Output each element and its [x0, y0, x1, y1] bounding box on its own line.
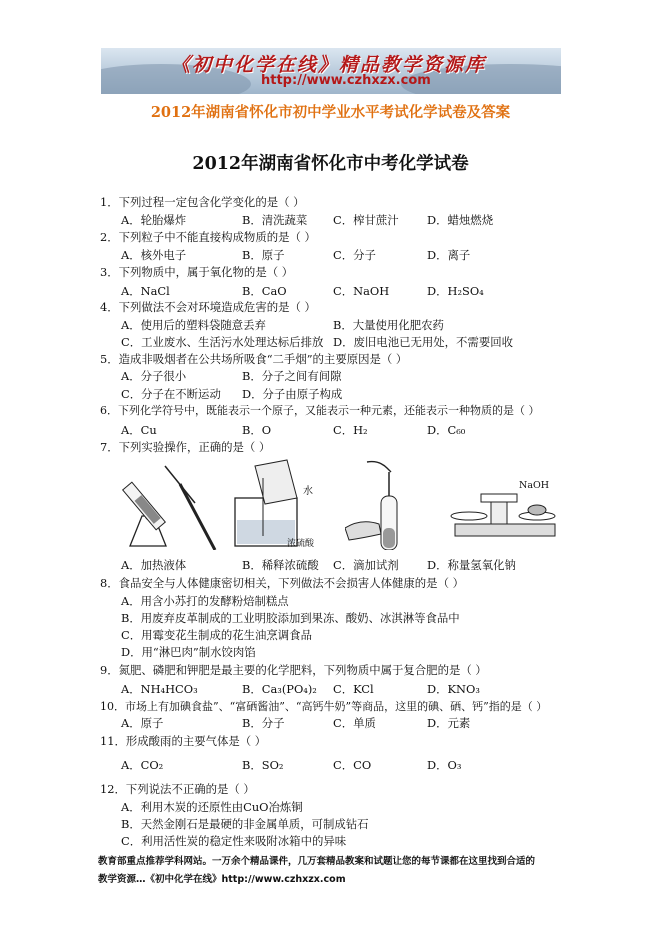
option: C．分子在不断运动 [121, 387, 221, 401]
option: D．C₆₀ [427, 423, 466, 437]
option: C．用霉变花生制成的花生油烹调食品 [121, 628, 312, 642]
option: D．离子 [427, 248, 471, 262]
question-stem: 5．造成非吸烟者在公共场所吸食“二手烟”的主要原因是（ ） [100, 352, 408, 366]
heating-liquid-figure [120, 458, 220, 550]
option: A．轮胎爆炸 [121, 213, 187, 227]
option: C．利用活性炭的稳定性来吸附冰箱中的异味 [121, 834, 347, 848]
option: C．H₂ [333, 423, 368, 437]
option: A．CO₂ [121, 758, 164, 772]
option: C．分子 [333, 248, 376, 262]
banner-url[interactable]: http://www.czhxzx.com [261, 73, 431, 88]
option: C．CO [333, 758, 372, 772]
lab-figures [120, 458, 570, 550]
option: B．原子 [242, 248, 285, 262]
option: A．NH₄HCO₃ [121, 682, 198, 696]
option: C．榨甘蔗汁 [333, 213, 399, 227]
weighing-naoh-figure [435, 458, 565, 550]
document-subtitle: 2012年湖南省怀化市初中学业水平考试化学试卷及答案 [150, 104, 511, 121]
question-stem: 8．食品安全与人体健康密切相关，下列做法不会损害人体健康的是（ ） [100, 576, 464, 590]
option: A．分子很小 [121, 369, 187, 383]
question-stem: 9．氮肥、磷肥和钾肥是最主要的化学肥料，下列物质中属于复合肥的是（ ） [100, 663, 487, 677]
option: D．分子由原子构成 [242, 387, 343, 401]
option: B．CaO [242, 284, 287, 298]
option: D．元素 [427, 716, 471, 730]
option: D．蜡烛燃烧 [427, 213, 494, 227]
question-stem: 1．下列过程一定包含化学变化的是（ ） [100, 195, 305, 209]
header-banner [101, 48, 561, 94]
option: C．单质 [333, 716, 376, 730]
option: D．O₃ [427, 758, 462, 772]
option: A．用含小苏打的发酵粉焙制糕点 [121, 594, 289, 608]
naoh-label: NaOH [519, 480, 550, 491]
option: A．利用木炭的还原性由CuO冶炼铜 [121, 800, 303, 814]
option: D．称量氢氧化钠 [427, 558, 516, 572]
option: B．用废弃皮革制成的工业明胶添加到果冻、酸奶、冰淇淋等食品中 [121, 611, 460, 625]
footer-line-1: 教育部重点推荐学科网站。一万余个精品课件，几万套精品教案和试题让您的每节课都在这里找到合适的 [98, 856, 536, 867]
dropping-reagent-figure [345, 458, 425, 550]
question-stem: 4．下列做法不会对环境造成危害的是（ ） [100, 300, 316, 314]
option: A．核外电子 [121, 248, 187, 262]
option: C．滴加试剂 [333, 558, 399, 572]
question-stem: 12．下列说法不正确的是（ ） [100, 782, 255, 796]
option: D．废旧电池已无用处，不需要回收 [333, 335, 513, 349]
option: B．O [242, 423, 272, 437]
option: B．分子之间有间隙 [242, 369, 342, 383]
option: D．KNO₃ [427, 682, 480, 696]
option: D．H₂SO₄ [427, 284, 484, 298]
option: B．清洗蔬菜 [242, 213, 308, 227]
option: B．Ca₃(PO₄)₂ [242, 682, 317, 696]
option: A．原子 [121, 716, 164, 730]
option: C．NaOH [333, 284, 390, 298]
option: B．SO₂ [242, 758, 284, 772]
option: B．天然金刚石是最硬的非金属单质，可制成钻石 [121, 817, 369, 831]
diluting-acid-figure [225, 458, 335, 550]
option: A．加热液体 [121, 558, 187, 572]
option: C．工业废水、生活污水处理达标后排放 [121, 335, 324, 349]
question-stem: 11．形成酸雨的主要气体是（ ） [100, 734, 267, 748]
footer-line-2: 教学资源…《初中化学在线》http://www.czhxzx.com [98, 874, 346, 885]
option: D．用“淋巴肉”制水饺肉馅 [121, 645, 256, 659]
option: A．Cu [121, 423, 157, 437]
acid-label: 浓硫酸 [287, 539, 315, 549]
option: A．NaCl [121, 284, 170, 298]
question-stem: 7．下列实验操作，正确的是（ ） [100, 440, 271, 454]
option: B．分子 [242, 716, 285, 730]
question-stem: 2．下列粒子中不能直接构成物质的是（ ） [100, 230, 316, 244]
exam-title: 2012年湖南省怀化市中考化学试卷 [192, 154, 469, 174]
option: B．稀释浓硫酸 [242, 558, 319, 572]
option: A．使用后的塑料袋随意丢弃 [121, 318, 266, 332]
banner-logo: 《初中化学在线》精品教学资源库 [171, 54, 487, 76]
water-label: 水 [303, 486, 313, 497]
question-stem: 10．市场上有加碘食盐”、“富硒酱油”、“高钙牛奶”等商品，这里的碘、硒、钙”指的是（ ） [100, 700, 548, 713]
question-stem: 6．下列化学符号中，既能表示一个原子，又能表示一种元素，还能表示一种物质的是（ ） [100, 404, 540, 417]
option: B．大量使用化肥农药 [333, 318, 444, 332]
option: C．KCl [333, 682, 374, 696]
question-stem: 3．下列物质中，属于氧化物的是（ ） [100, 265, 294, 279]
